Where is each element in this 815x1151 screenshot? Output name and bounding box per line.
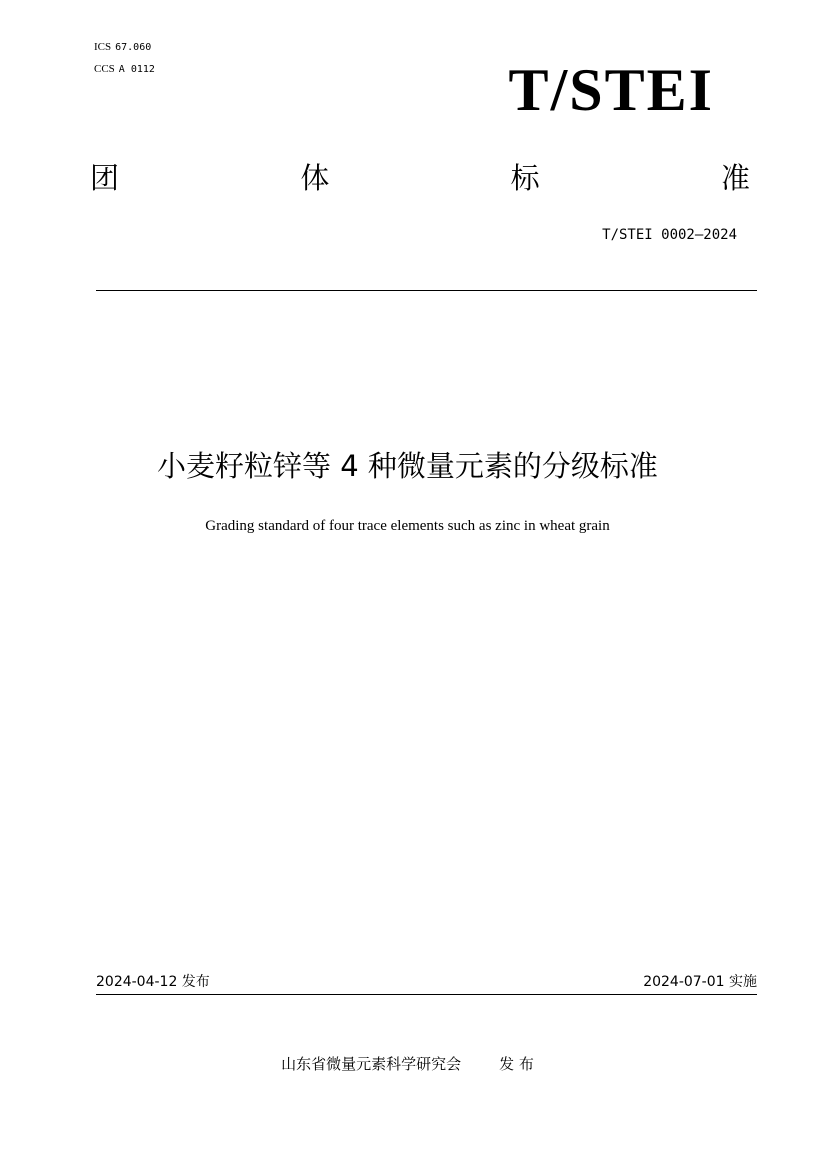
ccs-code: A 0112 (118, 64, 155, 75)
document-title-chinese: 小麦籽粒锌等 4 种微量元素的分级标准 (157, 449, 658, 483)
ics-code: 67.060 (115, 42, 152, 53)
ccs-classification (94, 62, 155, 77)
publisher-action: 发 布 (499, 1055, 534, 1073)
issue-date: 2024-04-12 发布 (96, 974, 210, 990)
standard-code: T/STEI 0002—2024 (602, 227, 737, 243)
implementation-date: 2024-07-01 实施 (643, 974, 757, 990)
publisher-line (0, 1054, 815, 1074)
ics-label: ICS (94, 41, 112, 53)
brand-logo-text: T/STEI (508, 57, 714, 123)
standard-type-char: 标 (510, 161, 540, 195)
standard-type-char: 准 (720, 161, 750, 195)
publisher-name: 山东省微量元素科学研究会 (281, 1055, 462, 1073)
top-divider (96, 290, 757, 291)
bottom-divider (96, 994, 757, 995)
ics-classification (94, 40, 151, 55)
standard-type-char: 体 (300, 161, 330, 195)
standard-type-heading (90, 160, 750, 196)
ccs-label: CCS (94, 63, 115, 75)
standard-type-char: 团 (90, 161, 120, 195)
document-title-english: Grading standard of four trace elements such as zinc in wheat grain (205, 518, 610, 534)
